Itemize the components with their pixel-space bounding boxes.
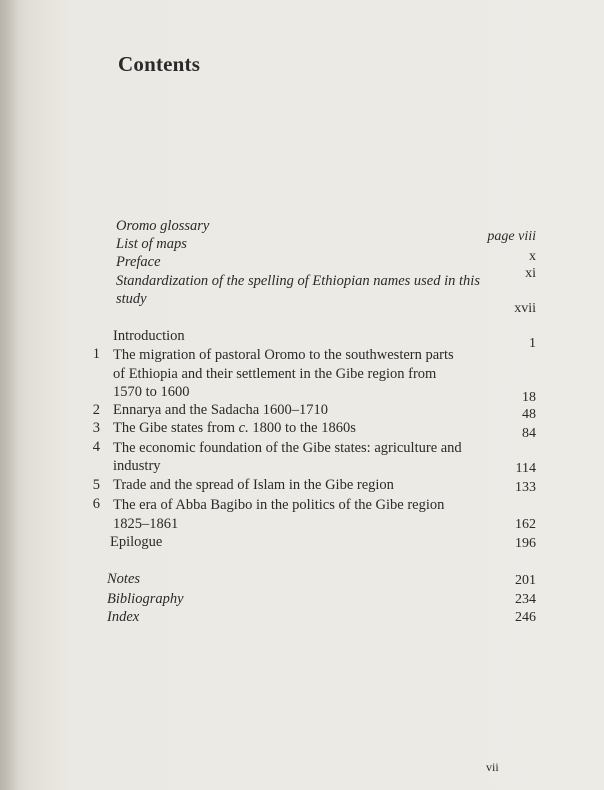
toc-page-ch1: 18 [522, 390, 536, 405]
ch3-title-circa: c. [238, 420, 249, 436]
toc-entry-oromo-glossary: Oromo glossary [116, 218, 210, 234]
toc-entry-ch1-l2: of Ethiopia and their settlement in the Gibe region from [113, 366, 437, 382]
toc-entry-ch4-l2: industry [113, 458, 161, 474]
chapter-number-5: 5 [92, 477, 100, 493]
toc-page-introduction: 1 [529, 336, 536, 351]
toc-page-epilogue: 196 [515, 536, 536, 551]
toc-entry-standardization-l2: study [116, 291, 147, 307]
page-prefix: page [487, 229, 515, 244]
toc-page-bibliography: 234 [515, 592, 536, 607]
toc-page-ch6: 162 [515, 517, 536, 532]
ch3-title-part-a: The Gibe states from [113, 420, 239, 436]
toc-entry-ch2: Ennarya and the Sadacha 1600–1710 [113, 402, 329, 418]
page-folio: vii [486, 760, 499, 774]
gutter-shadow [0, 0, 18, 790]
toc-entry-ch1-l3: 1570 to 1600 [113, 384, 190, 400]
chapter-number-2: 2 [92, 402, 100, 418]
toc-entry-introduction: Introduction [113, 328, 185, 344]
chapter-number-1: 1 [92, 346, 100, 362]
toc-page-ch4: 114 [515, 461, 536, 476]
chapter-number-4: 4 [92, 439, 100, 455]
toc-page-index: 246 [515, 610, 536, 625]
chapter-number-3: 3 [92, 420, 100, 436]
toc-page-ch5: 133 [515, 480, 536, 495]
toc-entry-ch5: Trade and the spread of Islam in the Gibe region [113, 477, 394, 493]
toc-entry-bibliography: Bibliography [107, 591, 184, 607]
toc-page-preface: xi [525, 266, 536, 281]
toc-entry-index: Index [107, 609, 140, 625]
toc-page-ch3: 84 [522, 426, 536, 441]
chapter-number-6: 6 [92, 496, 100, 512]
toc-page-oromo-glossary: page viii [487, 229, 536, 244]
toc-entry-ch1-l1: The migration of pastoral Oromo to the southwestern parts [113, 347, 454, 363]
toc-entry-ch6-l1: The era of Abba Bagibo in the politics of the Gibe region [113, 497, 445, 513]
toc-entry-list-of-maps: List of maps [116, 236, 187, 252]
toc-page-standardization: xvii [514, 301, 536, 316]
toc-page-notes: 201 [515, 573, 536, 588]
toc-entry-epilogue: Epilogue [110, 534, 163, 550]
ch3-title-part-c: 1800 to the 1860s [248, 420, 356, 436]
toc-entry-notes: Notes [107, 571, 141, 587]
toc-entry-standardization-l1: Standardization of the spelling of Ethiopian names used in this [116, 273, 480, 289]
toc-entry-ch3 [113, 420, 356, 437]
toc-entry-preface: Preface [116, 254, 161, 270]
toc-entry-ch4-l1: The economic foundation of the Gibe states: agriculture and [113, 440, 462, 456]
toc-entry-ch6-l2: 1825–1861 [113, 516, 179, 532]
toc-page-list-of-maps: x [529, 249, 536, 264]
toc-page-ch2: 48 [522, 407, 536, 422]
page-title: Contents [118, 52, 201, 76]
